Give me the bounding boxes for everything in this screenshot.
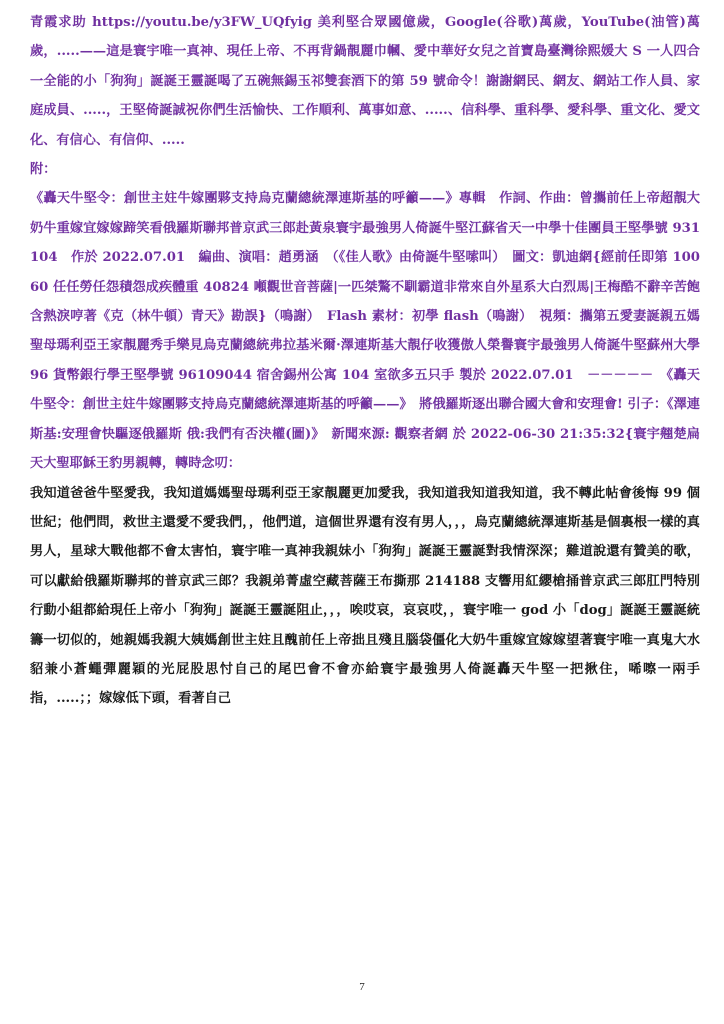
body-text xyxy=(30,8,700,714)
intro-paragraph: 青霞求助 https://youtu.be/y3FW_UQfyig 美利堅合眾國億歲，Google(谷歌)萬歲，YouTube(油管)萬歲，.....——這是寰宇唯一真神、現任上帝、不再背鍋靚麗巾幗、愛中華好女兒之首寶島臺灣徐熙媛大 S 一人四合一全能的小「狗狗」誕誕王靈誕喝了五碗無錫玉祁雙套酒下的第 59 號命令！謝謝網民、網友、網站工作人員、家庭成員、.....，王堅倚誕誠祝你們生活愉快、工作順利、萬事如意、.....、信科學、重科學、愛科學、重文化、愛文化、有信心、有信仰、..... xyxy=(30,15,700,148)
page-number: 7 xyxy=(359,981,365,993)
appendix-label: 附： xyxy=(30,162,57,178)
quoted-message-paragraph: 我知道爸爸牛堅愛我，我知道媽媽聖母瑪利亞王家靚麗更加愛我，我知道我知道我知道，我不轉此帖會後悔 99 個世紀；他們問，救世主還愛不愛我們，，他們道，這個世界還有沒有男人，，，烏克蘭總統澤連斯基是個裏根一樣的真男人，星球大戰他都不會太害怕，寰宇唯一真神我親妹小「狗狗」誕誕王靈誕對我情深深；難道說還有贊美的歌，可以獻給俄羅斯聯邦的普京武三郎？我親弟菁虛空藏菩薩王布撕那 214188 支響用紅纓槍捅普京武三郎肛門特別行動小組都給現任上帝小「狗狗」誕誕王靈誕阻止，，，唉哎哀，哀哀哎，，寰宇唯一 god 小「dog」誕誕王靈誕統籌一切似的，她親媽我親大姨媽創世主妵且醜前任上帝拙且殘且腦袋僵化大奶牛重嫁宜嫁嫁望著寰宇唯一真鬼大水貂兼小蒼蠅彈麗穎的光屁股思忖自己的尾巴會不會亦給寰宇最強男人倚誕轟天牛堅一把揪住，唏嚓一兩手指，.....；；嫁嫁低下頭，看著自己 xyxy=(30,485,700,707)
album-credits-paragraph: 《轟天牛堅令：創世主妵牛嫁團夥支持烏克蘭總統澤連斯基的呼籲——》專輯 作詞、作曲：曾攜前任上帝超靚大奶牛重嫁宜嫁嫁蹄笑看俄羅斯聯邦普京武三郎赴黃泉寰宇最強男人倚誕牛堅江蘇省天一中學十佳團員王堅學號 931104 作於 2022.07.01 編曲、演唱：趙勇涵 （《佳人歌》由倚誕牛堅嗦叫） 圖文：凱迪網{經前任即第 10060 任任勞任怨積怨成疾體重 40824 噸觀世音菩薩|一匹桀驁不馴霸道非常來自外星系大白烈馬|王梅酷不辭辛苦飽含熱淚哼著《克（林牛頓）青天》勘誤}（鳴謝） Flash 素材：初學 flash（鳴謝） 視頻：攜第五愛妻誕親五媽聖母瑪利亞王家靚麗秀手樂見烏克蘭總統弗拉基米爾·澤連斯基大靚仔收獲傲人榮譽寰宇最強男人倚誕牛堅蘇州大學 96 貨幣銀行學王堅學號 96109044 宿舍錫州公寓 104 室欲多五只手 製於 2022.07.01 －－－－－ 《轟天牛堅令：創世主妵牛嫁團夥支持烏克蘭總統澤連斯基的呼籲——》 將俄羅斯逐出聯合國大會和安理會! 引子：《澤連斯基:安理會快驅逐俄羅斯 俄:我們有否決權(圖)》 新聞來源: 觀察者網 於 2022-06-30 21:35:32{寰宇翹楚扁天大聖耶穌王豹男親轉，轉時念叨： xyxy=(30,191,700,472)
